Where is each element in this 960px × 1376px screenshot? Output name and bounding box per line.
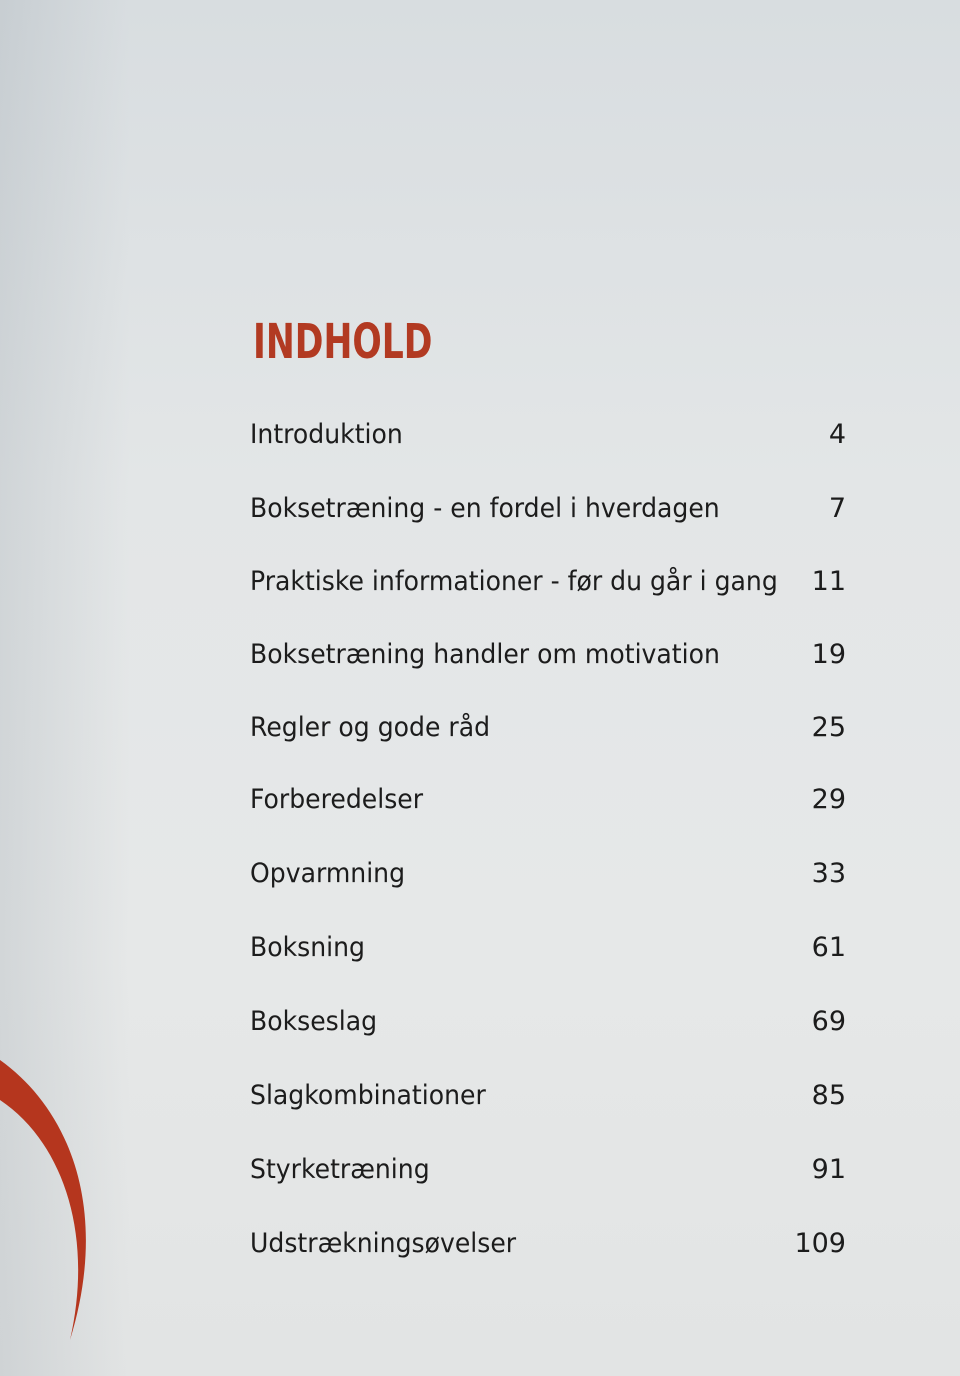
toc-entry — [250, 926, 846, 970]
toc-entry-page: 7 — [828, 493, 846, 524]
toc-entry-page: 11 — [811, 566, 846, 597]
toc-entry-title: Boksetræning - en fordel i hverdagen — [250, 493, 720, 524]
toc-entry — [250, 560, 846, 604]
toc-entry-title: Bokseslag — [250, 1006, 378, 1037]
toc-entry-page: 25 — [811, 712, 846, 743]
toc-entry-page: 85 — [811, 1080, 846, 1111]
red-arc-decoration — [0, 1040, 110, 1360]
toc-entry — [250, 1074, 846, 1118]
toc-entry-page: 61 — [811, 932, 846, 963]
toc-entry-title: Boksning — [250, 932, 365, 963]
toc-entry-page: 19 — [811, 639, 846, 670]
toc-entry — [250, 1000, 846, 1044]
toc-entry-page: 91 — [811, 1154, 846, 1185]
toc-entry-page: 109 — [794, 1228, 846, 1259]
toc-entry — [250, 852, 846, 896]
toc-entry-page: 33 — [811, 858, 846, 889]
toc-entry-title: Opvarmning — [250, 858, 406, 889]
toc-entry — [250, 487, 846, 531]
toc-entry — [250, 778, 846, 822]
toc-entry-page: 4 — [828, 419, 846, 450]
toc-entry — [250, 413, 846, 457]
toc-entry-page: 69 — [811, 1006, 846, 1037]
toc-entry-title: Udstrækningsøvelser — [250, 1228, 517, 1259]
toc-entry-title: Styrketræning — [250, 1154, 430, 1185]
toc-entry-title: Praktiske informationer - før du går i gang — [250, 566, 778, 597]
toc-entry — [250, 1222, 846, 1266]
toc-entry-title: Regler og gode råd — [250, 712, 491, 743]
toc-entry-title: Introduktion — [250, 419, 403, 450]
toc-entry-title: Slagkombinationer — [250, 1080, 486, 1111]
toc-entry — [250, 706, 846, 750]
toc-entry-title: Forberedelser — [250, 784, 424, 815]
toc-entry — [250, 633, 846, 677]
page-title: INDHOLD — [253, 314, 433, 370]
toc-entry — [250, 1148, 846, 1192]
toc-entry-title: Boksetræning handler om motivation — [250, 639, 720, 670]
toc-entry-page: 29 — [811, 784, 846, 815]
